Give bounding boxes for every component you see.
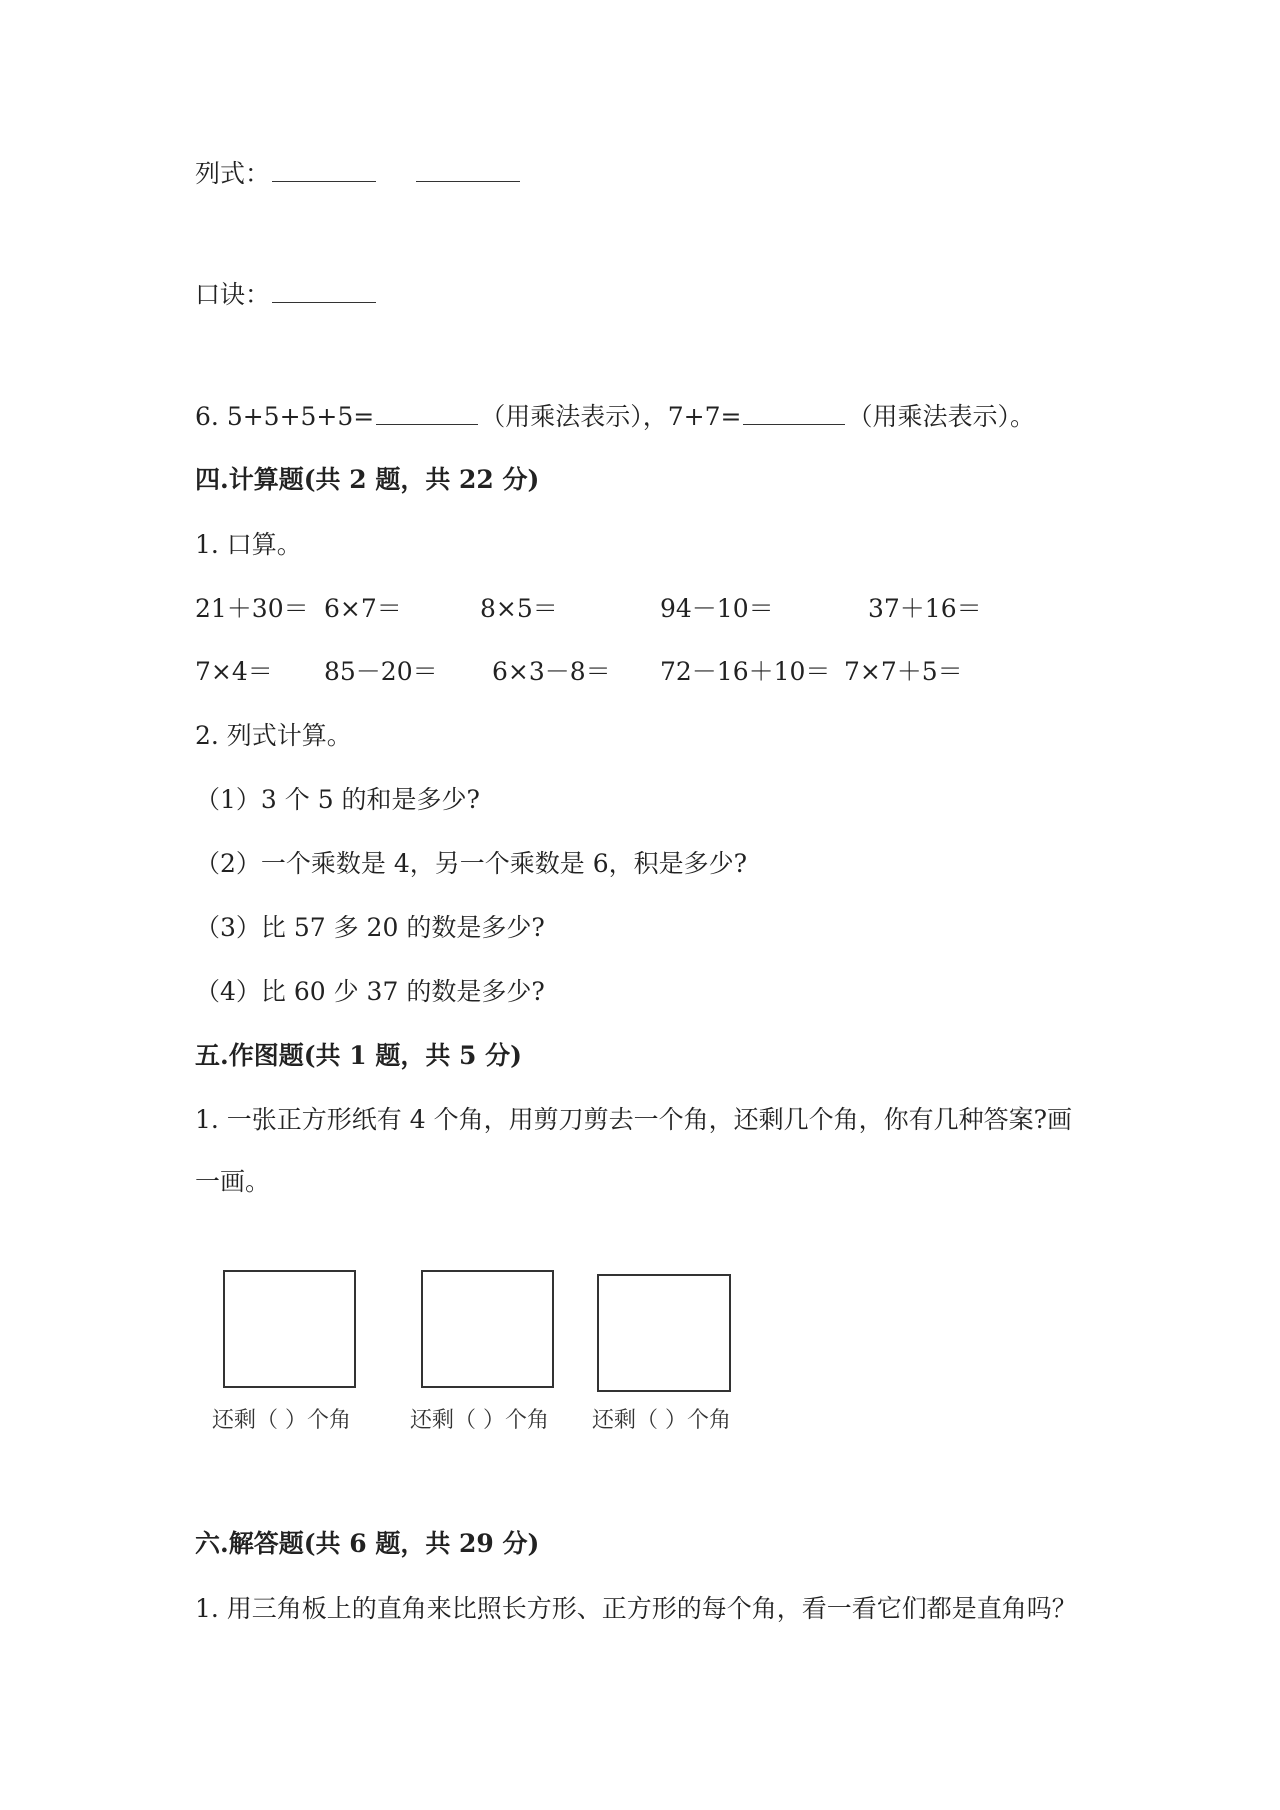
q6-blank-1[interactable] <box>376 402 478 425</box>
s6-q1: 1. 用三角板上的直角来比照长方形、正方形的每个角，看一看它们都是直角吗？ <box>195 1594 1077 1623</box>
mental-calc-r1-c4: 94－10＝ <box>660 594 774 623</box>
section-6-title: 六.解答题(共 6 题，共 29 分) <box>195 1529 540 1558</box>
mental-calc-r1-c3: 8×5＝ <box>480 594 558 623</box>
mental-calc-r2-c1: 7×4＝ <box>195 657 273 686</box>
s4-q2-item-3: （3）比 57 多 20 的数是多少? <box>195 913 545 942</box>
mental-calc-r1-c5: 37＋16＝ <box>868 594 982 623</box>
expression-blank-1[interactable] <box>272 159 376 182</box>
s4-q2-title: 2. 列式计算。 <box>195 721 352 750</box>
square-caption-1: 还剩（ ）个角 <box>212 1408 351 1433</box>
q6-blank-2[interactable] <box>743 402 845 425</box>
square-figure-1 <box>223 1270 356 1388</box>
s4-q2-item-2: （2）一个乘数是 4，另一个乘数是 6，积是多少? <box>195 849 748 878</box>
q6-number: 6. <box>195 402 219 431</box>
square-caption-3: 还剩（ ）个角 <box>592 1408 731 1433</box>
verse-blank[interactable] <box>272 280 376 303</box>
expression-label: 列式： <box>195 159 271 188</box>
mental-calc-r1-c2: 6×7＝ <box>324 594 402 623</box>
square-figure-3 <box>597 1274 731 1392</box>
mental-calc-r2-c2: 85－20＝ <box>324 657 438 686</box>
square-caption-2: 还剩（ ）个角 <box>410 1408 549 1433</box>
s5-q1-line1: 1. 一张正方形纸有 4 个角，用剪刀剪去一个角，还剩几个角，你有几种答案?画 <box>195 1105 1073 1134</box>
s4-q2-item-4: （4）比 60 少 37 的数是多少? <box>195 977 545 1006</box>
s4-q2-item-1: （1）3 个 5 的和是多少? <box>195 785 480 814</box>
expression-line <box>195 157 522 191</box>
mental-calc-r1-c1: 21＋30＝ <box>195 594 309 623</box>
square-figure-2 <box>421 1270 554 1388</box>
expression-blank-2[interactable] <box>416 159 520 182</box>
verse-line <box>195 278 378 312</box>
q6-expr-2: 7+7= <box>667 402 742 431</box>
verse-label: 口诀： <box>195 280 271 309</box>
mental-calc-r2-c5: 7×7＋5＝ <box>844 657 963 686</box>
s4-q1-title: 1. 口算。 <box>195 530 302 559</box>
section-5-title: 五.作图题(共 1 题，共 5 分) <box>195 1041 522 1070</box>
section-4-title: 四.计算题(共 2 题，共 22 分) <box>195 465 540 494</box>
q6-suffix-2: （用乘法表示）。 <box>847 402 1035 431</box>
q6-suffix-1: （用乘法表示）， <box>480 402 668 431</box>
mental-calc-r2-c3: 6×3－8＝ <box>492 657 611 686</box>
s5-q1-line2: 一画。 <box>195 1167 271 1196</box>
question-6 <box>195 400 1035 434</box>
q6-expr-1: 5+5+5+5= <box>226 402 375 431</box>
mental-calc-r2-c4: 72－16＋10＝ <box>660 657 831 686</box>
